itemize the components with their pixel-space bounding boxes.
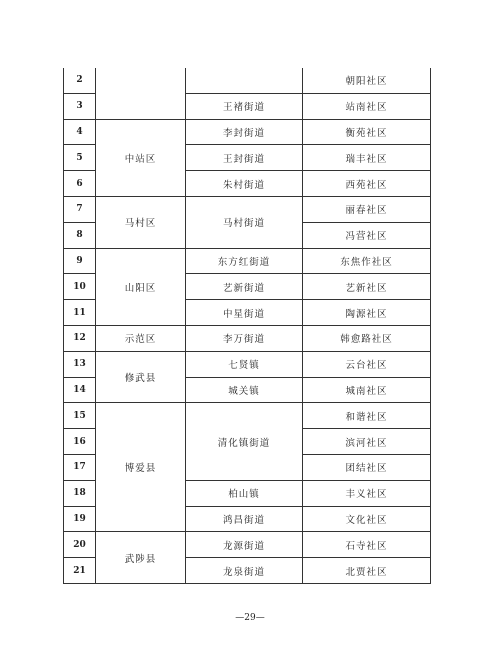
row-number: 15: [64, 403, 96, 429]
table-row: [64, 403, 431, 429]
row-number: 8: [64, 222, 96, 248]
row-number: 6: [64, 171, 96, 197]
row-number: 17: [64, 454, 96, 480]
table-row: [64, 68, 431, 93]
community-cell: 西苑社区: [303, 171, 431, 197]
community-cell: 韩愈路社区: [303, 325, 431, 351]
street-cell: 李万街道: [186, 325, 303, 351]
street-cell: 王褚街道: [186, 93, 303, 119]
street-cell: 七贤镇: [186, 351, 303, 377]
community-cell: 滨河社区: [303, 429, 431, 455]
row-number: 20: [64, 532, 96, 558]
community-cell: 陶源社区: [303, 300, 431, 326]
street-cell: [186, 68, 303, 93]
table-row: [64, 325, 431, 351]
community-cell: 和谐社区: [303, 403, 431, 429]
row-number: 12: [64, 325, 96, 351]
row-number: 11: [64, 300, 96, 326]
district-cell: 中站区: [96, 119, 186, 196]
street-cell: 清化镇街道: [186, 403, 303, 480]
community-cell: 团结社区: [303, 454, 431, 480]
district-cell: 武陟县: [96, 532, 186, 584]
row-number: 19: [64, 506, 96, 532]
street-cell: 东方红街道: [186, 248, 303, 274]
row-number: 4: [64, 119, 96, 145]
row-number: 16: [64, 429, 96, 455]
community-cell: 文化社区: [303, 506, 431, 532]
street-cell: 中星街道: [186, 300, 303, 326]
district-cell: [96, 68, 186, 119]
street-cell: 城关镇: [186, 377, 303, 403]
district-cell: 山阳区: [96, 248, 186, 325]
table-row: [64, 196, 431, 222]
row-number: 13: [64, 351, 96, 377]
table-row: [64, 119, 431, 145]
table-row: [64, 248, 431, 274]
community-cell: 丰义社区: [303, 480, 431, 506]
community-cell: 丽春社区: [303, 196, 431, 222]
community-cell: 北贾社区: [303, 558, 431, 584]
district-cell: 博爱县: [96, 403, 186, 532]
street-cell: 龙泉街道: [186, 558, 303, 584]
street-cell: 艺新街道: [186, 274, 303, 300]
street-cell: 朱村街道: [186, 171, 303, 197]
street-cell: 李封街道: [186, 119, 303, 145]
row-number: 7: [64, 196, 96, 222]
community-cell: 艺新社区: [303, 274, 431, 300]
community-cell: 城南社区: [303, 377, 431, 403]
street-cell: 鸿昌街道: [186, 506, 303, 532]
community-cell: 站南社区: [303, 93, 431, 119]
district-cell: 修武县: [96, 351, 186, 403]
row-number: 2: [64, 68, 96, 93]
community-cell: 冯营社区: [303, 222, 431, 248]
table-row: [64, 351, 431, 377]
district-cell: 示范区: [96, 325, 186, 351]
row-number: 5: [64, 145, 96, 171]
community-table: [63, 68, 431, 584]
street-cell: 柏山镇: [186, 480, 303, 506]
row-number: 10: [64, 274, 96, 300]
row-number: 21: [64, 558, 96, 584]
community-cell: 衡苑社区: [303, 119, 431, 145]
community-cell: 石寺社区: [303, 532, 431, 558]
district-cell: 马村区: [96, 196, 186, 248]
street-cell: 王封街道: [186, 145, 303, 171]
community-cell: 瑞丰社区: [303, 145, 431, 171]
street-cell: 马村街道: [186, 196, 303, 248]
page-number: —29—: [235, 613, 265, 623]
community-cell: 东焦作社区: [303, 248, 431, 274]
row-number: 9: [64, 248, 96, 274]
community-cell: 云台社区: [303, 351, 431, 377]
row-number: 14: [64, 377, 96, 403]
street-cell: 龙源街道: [186, 532, 303, 558]
row-number: 18: [64, 480, 96, 506]
row-number: 3: [64, 93, 96, 119]
table-row: [64, 532, 431, 558]
community-cell: 朝阳社区: [303, 68, 431, 93]
